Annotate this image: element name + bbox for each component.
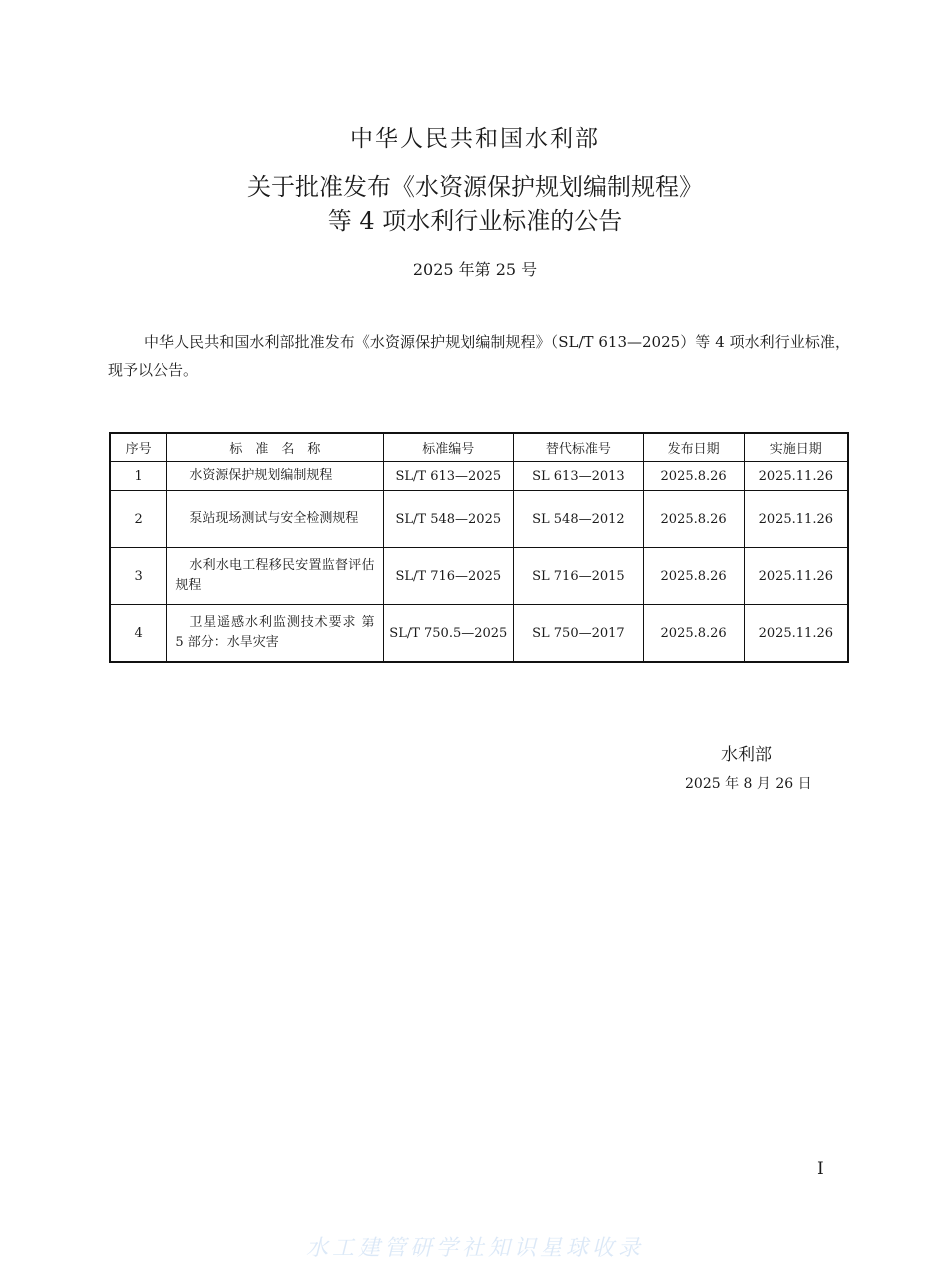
header-code: 标准编号 [383, 433, 514, 462]
issuing-ministry: 中华人民共和国水利部 [350, 126, 600, 152]
title-line-1: 关于批准发布《水资源保护规划编制规程》 [247, 173, 703, 201]
page-number: I [817, 1159, 824, 1179]
row-code: SL/T 613—2025 [383, 462, 514, 491]
row-code: SL/T 716—2025 [383, 548, 514, 605]
watermark-text: 水工建管研学社知识星球收录 [305, 1236, 644, 1261]
row-name [167, 605, 383, 663]
table-row [110, 548, 848, 605]
row-replaces: SL 613—2013 [514, 462, 644, 491]
header-publish-date: 发布日期 [643, 433, 744, 462]
row-effective-date: 2025.11.26 [744, 491, 848, 548]
row-code: SL/T 548—2025 [383, 491, 514, 548]
header-seq: 序号 [110, 433, 167, 462]
document-title [0, 170, 950, 238]
row-code: SL/T 750.5—2025 [383, 605, 514, 663]
title-line-2: 等 4 项水利行业标准的公告 [327, 207, 623, 235]
row-effective-date: 2025.11.26 [744, 462, 848, 491]
row-name [167, 462, 383, 491]
row-name-text: 水利水电工程移民安置监督评估规程 [175, 558, 375, 593]
table-row [110, 491, 848, 548]
header-name: 标 准 名 称 [167, 433, 383, 462]
row-publish-date: 2025.8.26 [643, 491, 744, 548]
row-replaces: SL 548—2012 [514, 491, 644, 548]
row-replaces: SL 716—2015 [514, 548, 644, 605]
table-row [110, 605, 848, 663]
header-effective-date: 实施日期 [744, 433, 848, 462]
row-publish-date: 2025.8.26 [643, 605, 744, 663]
table-row [110, 462, 848, 491]
signing-date: 2025 年 8 月 26 日 [685, 776, 812, 792]
row-name [167, 548, 383, 605]
row-effective-date: 2025.11.26 [744, 605, 848, 663]
row-publish-date: 2025.8.26 [643, 548, 744, 605]
announcement-paragraph: 中华人民共和国水利部批准发布《水资源保护规划编制规程》（SL/T 613—2025）等 4 项水利行业标准，现予以公告。 [108, 333, 850, 379]
row-replaces: SL 750—2017 [514, 605, 644, 663]
row-effective-date: 2025.11.26 [744, 548, 848, 605]
header-replaces: 替代标准号 [514, 433, 644, 462]
standards-table [109, 432, 849, 663]
row-seq: 2 [110, 491, 167, 548]
row-name-text: 卫星遥感水利监测技术要求 第 5 部分：水旱灾害 [175, 615, 375, 650]
row-seq: 1 [110, 462, 167, 491]
row-name-text: 水资源保护规划编制规程 [189, 468, 333, 483]
row-name [167, 491, 383, 548]
signing-organization: 水利部 [721, 745, 772, 765]
row-publish-date: 2025.8.26 [643, 462, 744, 491]
row-name-text: 泵站现场测试与安全检测规程 [189, 511, 359, 526]
row-seq: 3 [110, 548, 167, 605]
row-seq: 4 [110, 605, 167, 663]
announcement-number: 2025 年第 25 号 [412, 260, 538, 279]
table-header-row [110, 433, 848, 462]
